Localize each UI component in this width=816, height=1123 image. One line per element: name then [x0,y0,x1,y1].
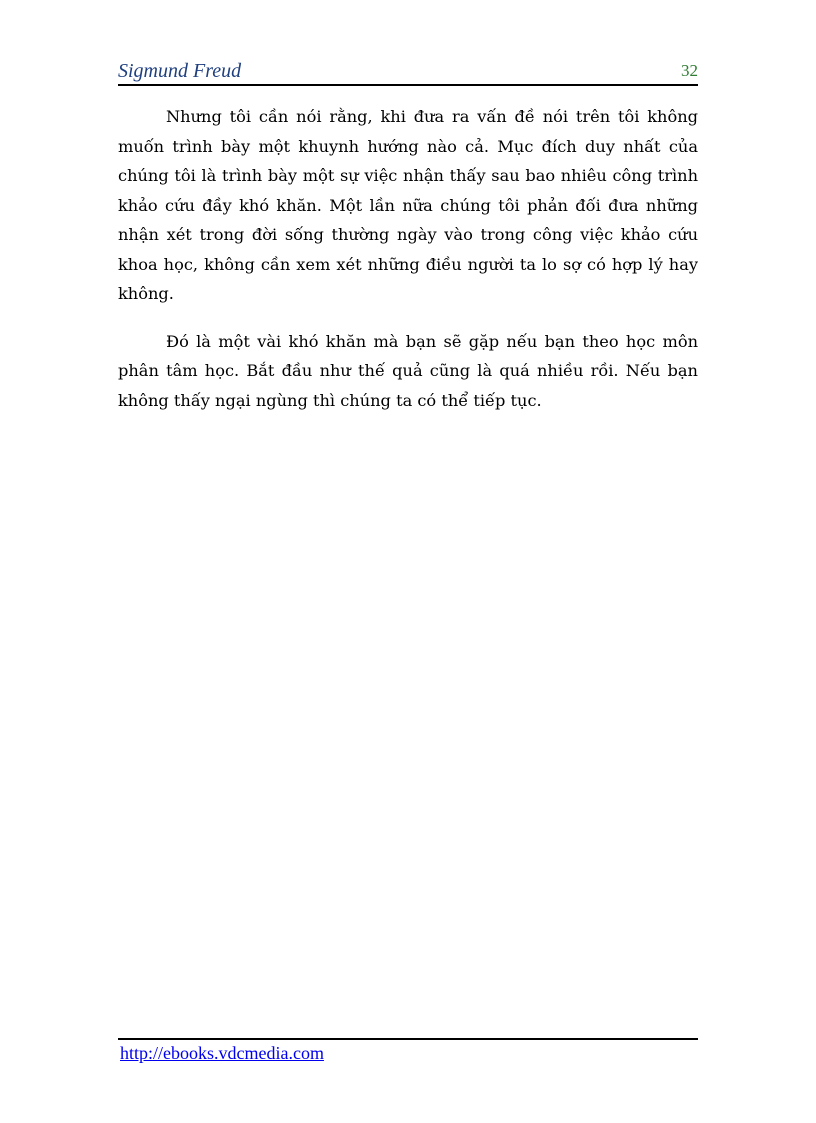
paragraph-2: Đó là một vài khó khăn mà bạn sẽ gặp nếu bạn theo học môn phân tâm học. Bắt đầu như thế quả cũng là quá nhiều rồi. Nếu bạn không thấy ngại ngùng thì chúng ta có thể tiếp tục. [118,331,698,410]
paragraph-1: Nhưng tôi cần nói rằng, khi đưa ra vấn đề nói trên tôi không muốn trình bày một khuynh hướng nào cả. Mục đích duy nhất của chúng tôi là trình bày một sự việc nhận thấy sau bao nhiêu công trình khảo cứu đầy khó khăn. Một lần nữa chúng tôi phản đối đưa những nhận xét trong đời sống thường ngày vào trong công việc khảo cứu khoa học, không cần xem xét những điều người ta lo sợ có hợp lý hay không. [118,107,698,303]
page-header [118,58,698,86]
footer-website-link[interactable]: http://ebooks.vdcmedia.com [120,1043,324,1063]
document-body [118,102,698,433]
header-author: Sigmund Freud [118,60,242,82]
footer-divider [118,1038,698,1040]
page-number: 32 [681,61,698,80]
